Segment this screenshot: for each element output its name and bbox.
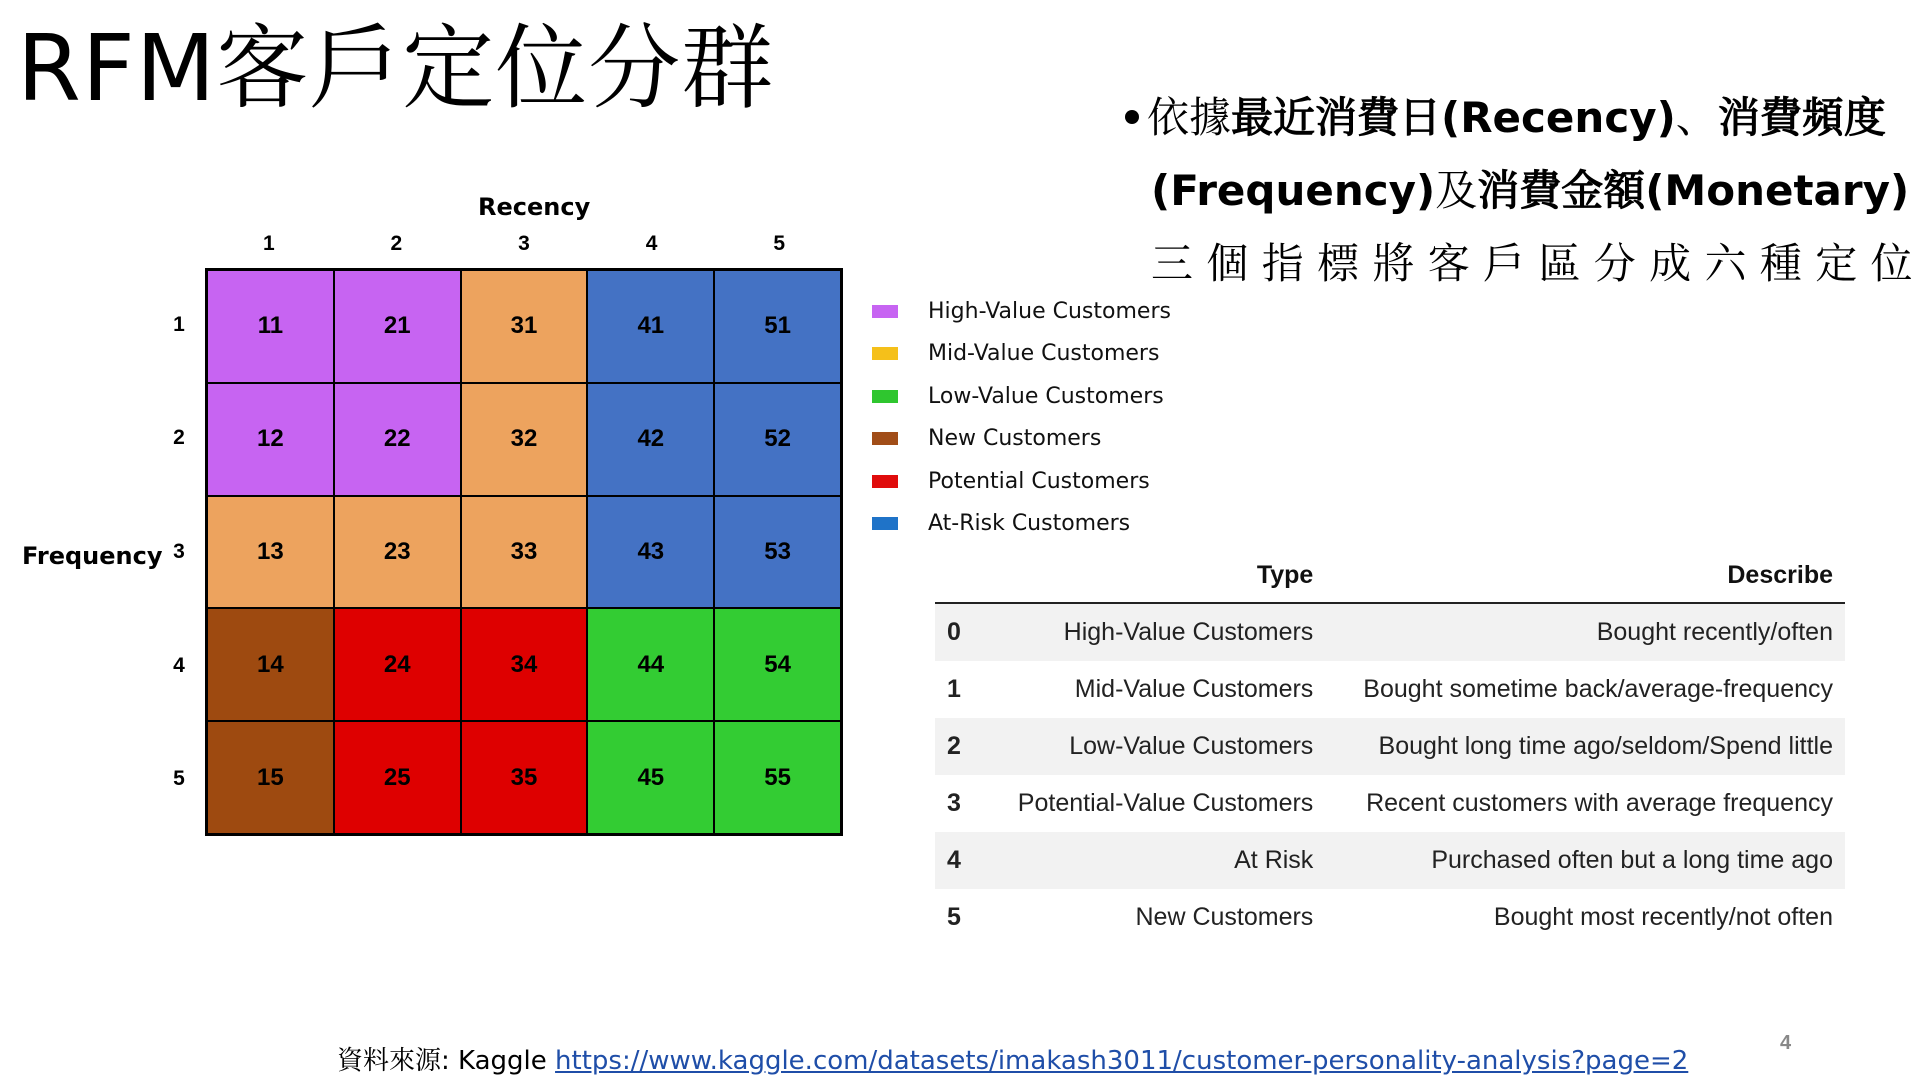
- legend-swatch: [872, 347, 898, 360]
- description-line-3: 三 個 指 標 將 客 戶 區 分 成 六 種 定 位: [1151, 239, 1913, 288]
- table-header-type: Type: [1256, 560, 1314, 589]
- rfm-cell: 54: [714, 608, 841, 721]
- table-row: [935, 603, 1845, 661]
- table-cell-type: Low-Value Customers: [1069, 732, 1314, 760]
- source-label: 資料來源: Kaggle: [337, 1046, 556, 1076]
- rfm-cell: 12: [207, 383, 334, 496]
- table-cell-index: 3: [947, 789, 961, 817]
- rfm-cell: 22: [334, 383, 461, 496]
- rfm-cell: 15: [207, 721, 334, 834]
- rfm-cell: 42: [587, 383, 714, 496]
- table-cell-type: Potential-Value Customers: [1017, 789, 1314, 817]
- rfm-cell: 13: [207, 496, 334, 609]
- table-cell-index: 5: [947, 903, 961, 931]
- table-cell-index: 1: [947, 675, 961, 703]
- table-cell-describe: Purchased often but a long time ago: [1431, 846, 1833, 874]
- description-line-2: (Frequency)及消費金額(Monetary): [1151, 166, 1910, 215]
- rfm-cell: 33: [461, 496, 588, 609]
- legend-item: [872, 509, 1272, 539]
- y-tick-label: 3: [173, 540, 185, 563]
- source-citation: [337, 1040, 1688, 1077]
- y-axis-title: Frequency: [22, 542, 163, 570]
- table-cell-type: High-Value Customers: [1063, 618, 1314, 646]
- table-row: [935, 889, 1845, 946]
- rfm-cell: 32: [461, 383, 588, 496]
- slide-title: RFM客戶定位分群: [17, 15, 775, 122]
- rfm-cell: 52: [714, 383, 841, 496]
- table-cell-type: At Risk: [1234, 846, 1314, 874]
- rfm-cell: 44: [587, 608, 714, 721]
- table-cell-describe: Bought recently/often: [1596, 618, 1833, 646]
- table-cell-describe: Bought long time ago/seldom/Spend little: [1378, 732, 1833, 760]
- y-tick-label: 2: [173, 426, 185, 450]
- table-row: [935, 775, 1845, 832]
- x-axis-title: Recency: [478, 193, 591, 221]
- rfm-cell: 43: [587, 496, 714, 609]
- table-cell-index: 0: [947, 618, 961, 646]
- legend-item: [872, 466, 1272, 496]
- legend-label: Potential Customers: [928, 468, 1150, 494]
- rfm-cell: 35: [461, 721, 588, 834]
- table-cell-describe: Bought most recently/not often: [1493, 903, 1833, 931]
- page-number: 4: [1780, 1032, 1792, 1054]
- table-cell-describe: Recent customers with average frequency: [1366, 789, 1833, 817]
- legend-swatch: [872, 305, 898, 318]
- legend-swatch: [872, 517, 898, 530]
- table-cell-type: New Customers: [1135, 903, 1314, 931]
- table-header-row: [935, 548, 1845, 603]
- rfm-cell: 55: [714, 721, 841, 834]
- rfm-cell: 53: [714, 496, 841, 609]
- y-tick-label: 1: [173, 312, 185, 336]
- table-cell-index: 2: [947, 732, 961, 760]
- x-tick-label: 5: [773, 232, 786, 255]
- rfm-cell: 11: [207, 270, 334, 383]
- rfm-cell: 31: [461, 270, 588, 383]
- rfm-cell: 21: [334, 270, 461, 383]
- legend-item: [872, 381, 1272, 411]
- rfm-cell: 45: [587, 721, 714, 834]
- table-header-describe: Describe: [1727, 560, 1833, 589]
- legend-swatch: [872, 432, 898, 445]
- description-line-1: 依據最近消費日(Recency)、消費頻度: [1125, 85, 1890, 145]
- table-row: [935, 718, 1845, 775]
- legend-item: [872, 339, 1272, 369]
- legend-label: Low-Value Customers: [928, 383, 1164, 409]
- y-tick-label: 4: [173, 653, 185, 677]
- y-tick-label: 5: [173, 767, 185, 791]
- legend-swatch: [872, 390, 898, 403]
- table-cell-index: 4: [947, 846, 961, 874]
- legend-item: [872, 424, 1272, 454]
- x-tick-label: 3: [518, 232, 530, 255]
- rfm-grid: [205, 268, 843, 836]
- rfm-cell: 51: [714, 270, 841, 383]
- x-tick-label: 4: [645, 232, 658, 255]
- legend-item: [872, 296, 1272, 326]
- legend-swatch: [872, 475, 898, 488]
- table-cell-describe: Bought sometime back/average-frequency: [1363, 675, 1833, 703]
- bullet-icon: [1125, 110, 1139, 124]
- legend-label: Mid-Value Customers: [928, 341, 1160, 366]
- legend-label: New Customers: [928, 426, 1102, 451]
- customer-type-table: [935, 548, 1845, 946]
- x-tick-label: 2: [390, 232, 403, 255]
- rfm-cell: 34: [461, 608, 588, 721]
- rfm-cell: 24: [334, 608, 461, 721]
- legend-label: High-Value Customers: [928, 298, 1171, 324]
- legend-label: At-Risk Customers: [928, 511, 1131, 536]
- table-row: [935, 661, 1845, 718]
- table-header-index: [935, 548, 989, 603]
- rfm-cell: 14: [207, 608, 334, 721]
- x-tick-label: 1: [262, 232, 275, 255]
- source-link[interactable]: https://www.kaggle.com/datasets/imakash3011/customer-personality-analysis?page=2: [555, 1046, 1689, 1076]
- rfm-cell: 25: [334, 721, 461, 834]
- rfm-cell: 23: [334, 496, 461, 609]
- table-row: [935, 832, 1845, 889]
- rfm-cell: 41: [587, 270, 714, 383]
- table-cell-type: Mid-Value Customers: [1074, 675, 1314, 703]
